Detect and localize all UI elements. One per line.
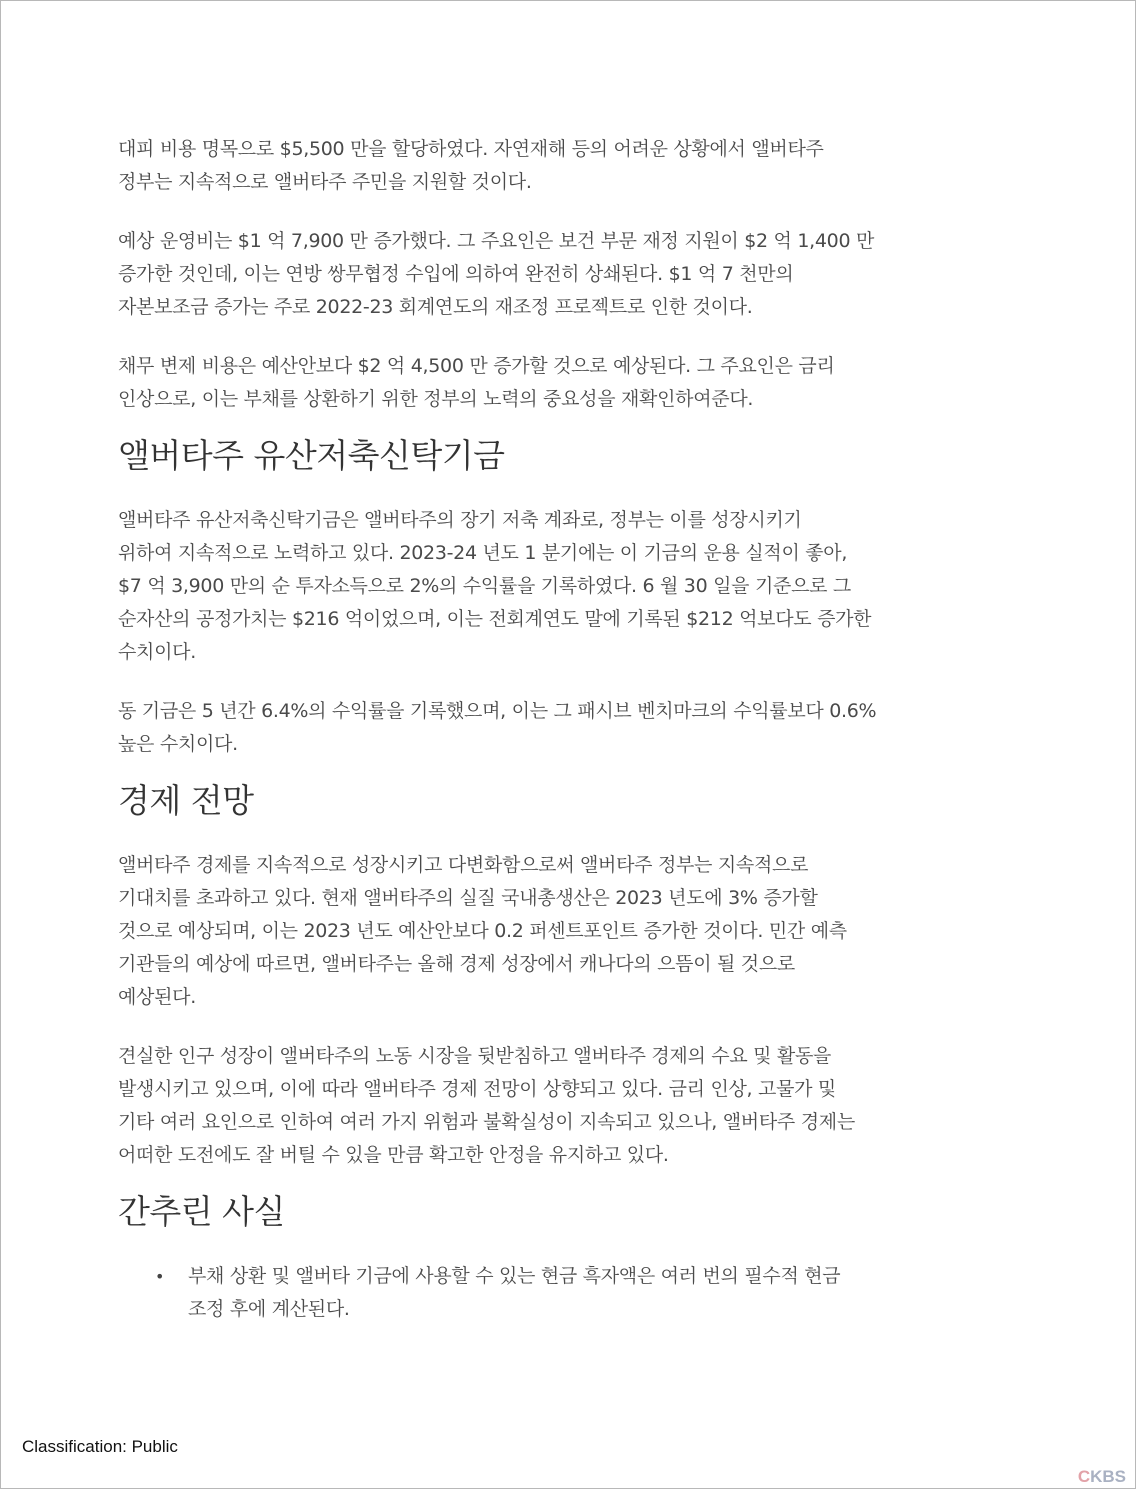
classification-label: Classification: Public [22, 1437, 178, 1456]
paragraph-economic-growth: 앨버타주 경제를 지속적으로 성장시키고 다변화함으로써 앨버타주 정부는 지속적으로 기대치를 초과하고 있다. 현재 앨버타주의 실질 국내총생산은 2023 년도에 3% 증가할 것으로 예상되며, 이는 2023 년도 예산안보다 0.2 퍼센트포인트 증가한 것이다. 민간 예측 기관들의 예상에 따르면, 앨버타주는 올해 경제 성장에서 캐나다의 으뜸이 될 것으로 예상된다. [118, 854, 847, 1008]
watermark-kbs: KBS [1090, 1467, 1126, 1486]
heading-heritage-fund: 앨버타주 유산저축신탁기금 [118, 436, 505, 475]
heading-fast-facts: 간추린 사실 [118, 1192, 285, 1231]
fast-facts-list [118, 1260, 1008, 1326]
paragraph-fund-returns: 동 기금은 5 년간 6.4%의 수익률을 기록했으며, 이는 그 패시브 벤치마크의 수익률보다 0.6% 높은 수치이다. [118, 700, 877, 755]
paragraph-population-growth: 견실한 인구 성장이 앨버타주의 노동 시장을 뒷받침하고 앨버타주 경제의 수요 및 활동을 발생시키고 있으며, 이에 따라 앨버타주 경제 전망이 상향되고 있다. 금리 인상, 고물가 및 기타 여러 요인으로 인하여 여러 가지 위험과 불확실성이 지속되고 있으나, 앨버타주 경제는 어떠한 도전에도 잘 버틸 수 있을 만큼 확고한 안정을 유지하고 있다. [118, 1045, 855, 1166]
paragraph-operating-expenses: 예상 운영비는 $1 억 7,900 만 증가했다. 그 주요인은 보건 부문 재정 지원이 $2 억 1,400 만 증가한 것인데, 이는 연방 쌍무협정 수입에 의하여 완전히 상쇄된다. $1 억 7 천만의 자본보조금 증가는 주로 2022-23 회계연도의 재조정 프로젝트로 인한 것이다. [118, 230, 875, 318]
heading-economic-outlook: 경제 전망 [118, 781, 254, 820]
kbs-watermark [1078, 1467, 1126, 1487]
bullet-icon: • [155, 1267, 165, 1286]
document-body [118, 133, 1008, 1326]
list-item: • 부채 상환 및 앨버타 기금에 사용할 수 있는 현금 흑자액은 여러 번의 필수적 현금 조정 후에 계산된다. [118, 1260, 1008, 1326]
paragraph-debt-servicing: 채무 변제 비용은 예산안보다 $2 억 4,500 만 증가할 것으로 예상된다. 그 주요인은 금리 인상으로, 이는 부채를 상환하기 위한 정부의 노력의 중요성을 재확인하여준다. [118, 355, 835, 410]
watermark-c: C [1077, 1467, 1091, 1486]
paragraph-heritage-fund: 앨버타주 유산저축신탁기금은 앨버타주의 장기 저축 계좌로, 정부는 이를 성장시키기 위하여 지속적으로 노력하고 있다. 2023-24 년도 1 분기에는 이 기금의 운용 실적이 좋아, $7 억 3,900 만의 순 투자소득으로 2%의 수익률을 기록하였다. 6 월 30 일을 기준으로 그 순자산의 공정가치는 $216 억이었으며, 이는 전회계연도 말에 기록된 $212 억보다도 증가한 수치이다. [118, 509, 872, 663]
paragraph-evacuation-costs: 대피 비용 명목으로 $5,500 만을 할당하였다. 자연재해 등의 어려운 상황에서 앨버타주 정부는 지속적으로 앨버타주 주민을 지원할 것이다. [118, 138, 824, 193]
